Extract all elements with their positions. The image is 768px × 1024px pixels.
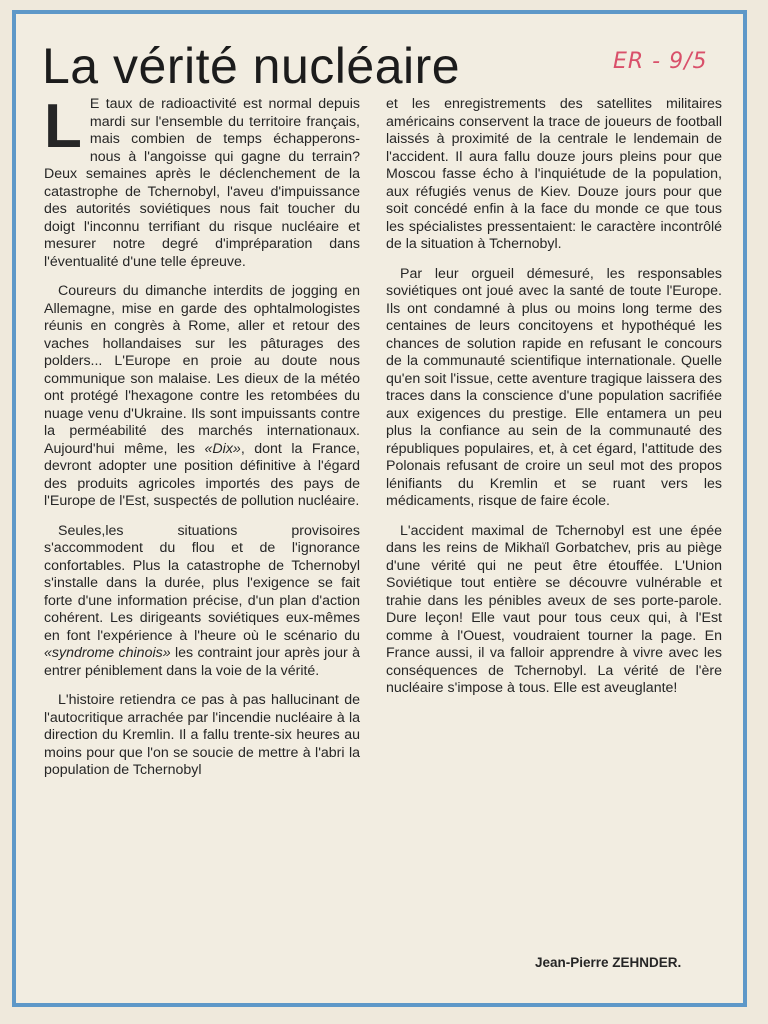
author-signature: Jean-Pierre ZEHNDER. xyxy=(535,955,682,970)
paragraph-7: L'accident maximal de Tchernobyl est une épée dans les reins de Mikhaïl Gorbatchev, pris au piège d'une vérité qui ne peut être étouffée. L'Union Soviétique tout entière se découvre vulnérable et trahie dans les pénibles aveux de ses porte-parole. Dure leçon! Elle vaut pour tous ceux qui, à l'Est comme à l'Ouest, voudraient tourner la page. En France aussi, il va falloir apprendre à vivre avec les conséquences de Tchernobyl. La vérité de l'ère nucléaire s'impose à tous. Elle est aveuglante! xyxy=(386,522,722,696)
paragraph-1 xyxy=(44,92,360,271)
paragraph-3-text-b: les contraint jour après jour à entrer péniblement dans la voie de la vérité. xyxy=(44,645,360,679)
right-column xyxy=(386,96,722,710)
handwritten-note: ER - 9/5 xyxy=(613,49,708,74)
paragraph-3-text-a: Seules,les situations provisoires s'accommodent du flou et de l'ignorance confortables. Plus la catastrophe de Tchernobyl s'installe dans la durée, plus l'exigence se fait forte d'une information précise, d'un plan d'action cohérent. Les dirigeants soviétiques eux-mêmes en font l'expérience à l'heure où le scénario du xyxy=(44,522,360,644)
article-title: La vérité nucléaire xyxy=(42,38,461,94)
paragraph-2-text-a: Coureurs du dimanche interdits de jogging en Allemagne, mise en garde des ophtalmologistes réunis en congrès à Rome, aller et retour des vaches hollandaises sur les pâturages des polders... L'Europe en proie au doute nous communique son malaise. Les dieux de la météo ont protégé l'hexagone contre les retombées du nuage venu d'Ukraine. Ils sont impuissants contre la perméabilité des marchés internationaux. Aujourd'hui même, les xyxy=(44,283,360,457)
left-column xyxy=(44,92,360,792)
paragraph-2-emphasis: «Dix» xyxy=(204,440,241,457)
paragraph-5: et les enregistrements des satellites militaires américains conservent la trace de joueurs de football laissés à proximité de la centrale le lendemain de l'accident. Il aura fallu douze jours pleins pour que Moscou fasse écho à l'inquiétude de la population, aux réfugiés venus de Kiev. Douze jours pour que soit concédé enfin à la face du monde ce que tous les spécialistes pressentaient: le caractère incontrôlé de la situation à Tchernobyl. xyxy=(386,96,722,252)
paragraph-3 xyxy=(44,523,360,681)
paragraph-6: Par leur orgueil démesuré, les responsables soviétiques ont joué avec la santé de toute l'Europe. Ils ont condamné à plus ou moins long terme des centaines de leurs concitoyens et hypothéqué les chances de solution rapide en refusant le concours de la communauté scientifique internationale. Quelle qu'en soit l'issue, cette aventure tragique laissera des traces dans la conscience d'une population sacrifiée aux exigences du prestige. Elle entamera un peu plus la confiance au sein de la communauté des républiques populaires, et, à cet égard, l'attitude des Polonais refusant de croire un seul mot des propos lénifiants du Kremlin et se ruant vers les médicaments, risque de faire école. xyxy=(386,265,722,509)
drop-cap: L xyxy=(44,92,82,161)
paragraph-1-text: E taux de radioactivité est normal depuis mardi sur l'ensemble du territoire français, mais combien de temps échapperons-nous à l'angoisse qui gagne du terrain? Deux semaines après le déclenchement de la catastrophe de Tchernobyl, l'aveu d'impuissance des autorités soviétiques nous fait toucher du doigt l'inconnu terrifiant du risque nucléaire et mesurer notre degré d'impréparation dans l'éventualité d'une telle épreuve. xyxy=(44,96,360,270)
paragraph-2-text-b: , dont la France, devront adopter une position définitive à l'égard des produits agricoles importés des pays de l'Europe de l'Est, suspectés de pollution nucléaire. xyxy=(44,440,360,509)
paragraph-3-emphasis: «syndrome chinois» xyxy=(44,645,171,661)
paragraph-2 xyxy=(44,283,360,511)
paragraph-4: L'histoire retiendra ce pas à pas hallucinant de l'autocritique arrachée par l'incendie nucléaire à la direction du Kremlin. Il a fallu trente-six heures au moins pour que l'on se soucie de mettre à l'abri la population de Tchernobyl xyxy=(44,692,360,778)
